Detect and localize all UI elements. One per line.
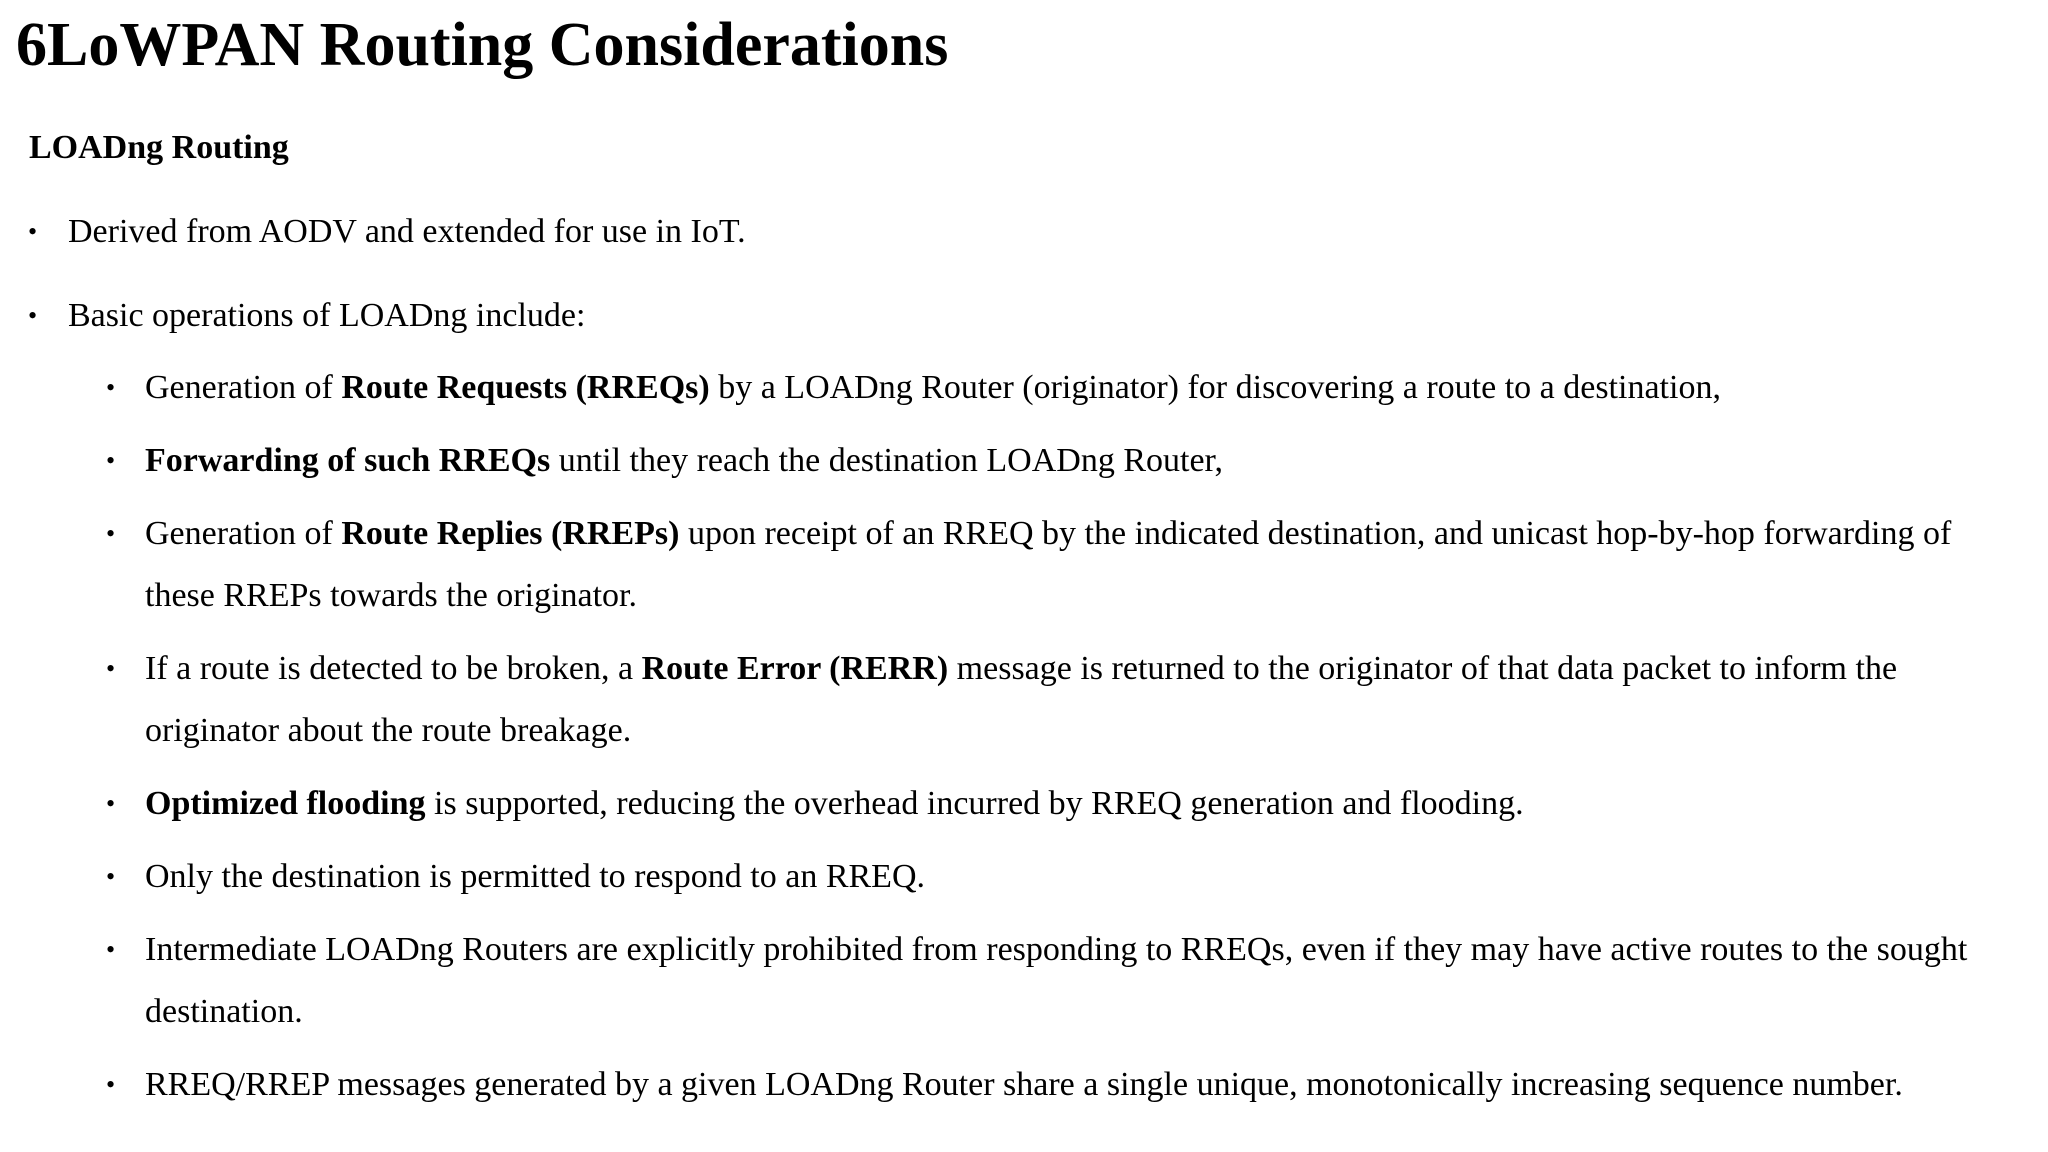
bullet-icon: • (106, 862, 116, 891)
bullet-text: Generation of (145, 369, 342, 406)
list-item (106, 1054, 2025, 1116)
bullet-text: message is returned to the originator of that data packet to inform the originator about the route breakage. (145, 650, 1898, 749)
bullet-text: Intermediate LOADng Routers are explicitly prohibited from responding to RREQs, even if they may have active routes to the sought destination. (145, 931, 1968, 1030)
bullet-icon: • (106, 373, 116, 402)
bullet-icon: • (106, 446, 116, 475)
bullet-text: until they reach the destination LOADng Router, (550, 442, 1224, 479)
slide-title: 6LoWPAN Routing Considerations (16, 11, 949, 79)
bullet-emphasis: Optimized flooding (145, 785, 426, 822)
bullet-icon: • (28, 301, 38, 330)
bullet-icon: • (106, 519, 116, 548)
list-item (28, 201, 1968, 263)
bullet-icon: • (106, 935, 116, 964)
list-item (106, 846, 2025, 908)
bullet-icon: • (106, 789, 116, 818)
bullet-emphasis: Route Error (RERR) (641, 650, 949, 687)
bullet-text: by a LOADng Router (originator) for discovering a route to a destination, (709, 369, 1721, 406)
bullet-text: If a route is detected to be broken, a (145, 650, 642, 687)
bullet-text: upon receipt of an RREQ by the indicated destination, and unicast hop-by-hop forwarding of these RREPs towards the originator. (145, 515, 1952, 614)
bullet-text: Only the destination is permitted to respond to an RREQ. (145, 858, 926, 895)
list-item (106, 638, 2025, 762)
list-item (106, 503, 2025, 627)
list-item (106, 919, 2025, 1043)
bullet-text: Derived from AODV and extended for use in IoT. (68, 213, 746, 250)
bullet-text: Generation of (145, 515, 342, 552)
list-item (106, 430, 2025, 492)
bullet-text: is supported, reducing the overhead incurred by RREQ generation and flooding. (425, 785, 1524, 822)
section-heading: LOADng Routing (29, 129, 289, 166)
bullet-icon: • (106, 654, 116, 683)
list-item (106, 357, 2025, 419)
bullet-text: Basic operations of LOADng include: (68, 297, 586, 334)
list-item (28, 285, 1968, 347)
bullet-emphasis: Route Requests (RREQs) (341, 369, 710, 406)
bullet-emphasis: Route Replies (RREPs) (341, 515, 680, 552)
bullet-icon: • (106, 1070, 116, 1099)
bullet-text: RREQ/RREP messages generated by a given LOADng Router share a single unique, monotonically increasing sequence number. (145, 1066, 1903, 1103)
bullet-icon: • (28, 217, 38, 246)
list-item (106, 773, 2025, 835)
bullet-emphasis: Forwarding of such RREQs (145, 442, 551, 479)
